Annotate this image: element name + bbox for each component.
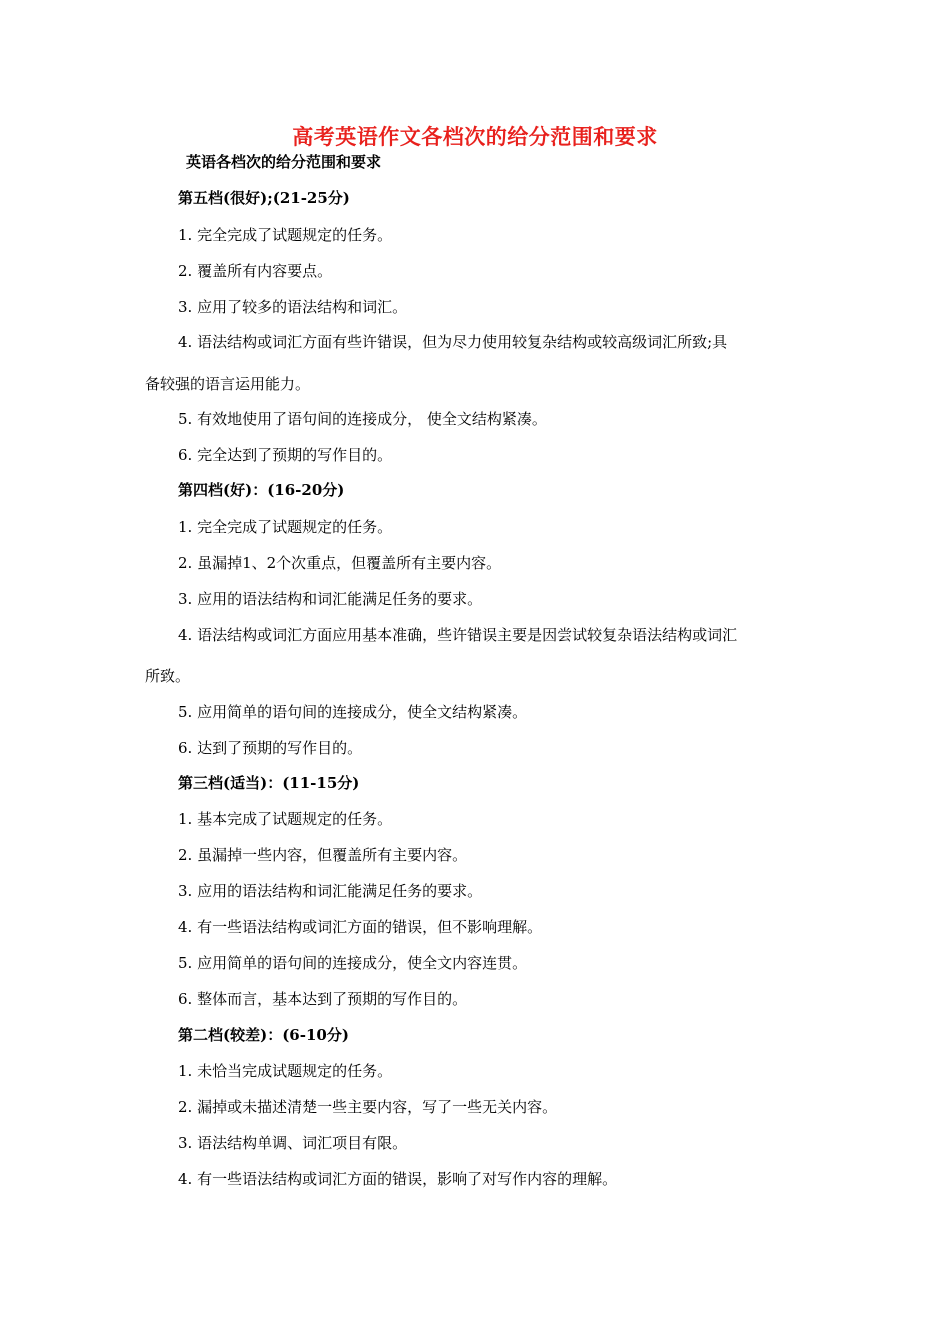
- list-item: 3. 应用的语法结构和词汇能满足任务的要求。: [178, 590, 483, 608]
- list-item: 4. 有一些语法结构或词汇方面的错误，影响了对写作内容的理解。: [178, 1170, 618, 1188]
- section-heading-tier5: 第五档(很好);(21-25分): [178, 189, 350, 207]
- document-subtitle: 英语各档次的给分范围和要求: [186, 153, 382, 171]
- list-item: 1. 完全完成了试题规定的任务。: [178, 518, 393, 536]
- list-item-continuation: 备较强的语言运用能力。: [145, 375, 311, 393]
- list-item: 4. 有一些语法结构或词汇方面的错误，但不影响理解。: [178, 918, 543, 936]
- section-heading-tier4: 第四档(好)：(16-20分): [178, 481, 345, 499]
- list-item: 5. 应用简单的语句间的连接成分，使全文结构紧凑。: [178, 703, 528, 721]
- list-item: 2. 漏掉或未描述清楚一些主要内容，写了一些无关内容。: [178, 1098, 558, 1116]
- section-heading-tier2: 第二档(较差)：(6-10分): [178, 1026, 349, 1044]
- list-item: 1. 完全完成了试题规定的任务。: [178, 226, 393, 244]
- list-item: 6. 整体而言，基本达到了预期的写作目的。: [178, 990, 468, 1008]
- list-item: 5. 应用简单的语句间的连接成分，使全文内容连贯。: [178, 954, 528, 972]
- document-title: 高考英语作文各档次的给分范围和要求: [292, 124, 658, 149]
- list-item: 4. 语法结构或词汇方面有些许错误，但为尽力使用较复杂结构或较高级词汇所致;具: [178, 333, 728, 351]
- list-item: 1. 未恰当完成试题规定的任务。: [178, 1062, 393, 1080]
- list-item: 4. 语法结构或词汇方面应用基本准确，些许错误主要是因尝试较复杂语法结构或词汇: [178, 626, 738, 644]
- list-item-continuation: 所致。: [145, 667, 191, 685]
- list-item: 1. 基本完成了试题规定的任务。: [178, 810, 393, 828]
- list-item: 2. 覆盖所有内容要点。: [178, 262, 333, 280]
- list-item: 2. 虽漏掉一些内容，但覆盖所有主要内容。: [178, 846, 468, 864]
- list-item: 5. 有效地使用了语句间的连接成分， 使全文结构紧凑。: [178, 410, 547, 428]
- list-item: 2. 虽漏掉1、2个次重点，但覆盖所有主要内容。: [178, 554, 502, 572]
- list-item: 6. 完全达到了预期的写作目的。: [178, 446, 393, 464]
- list-item: 3. 应用的语法结构和词汇能满足任务的要求。: [178, 882, 483, 900]
- section-heading-tier3: 第三档(适当)：(11-15分): [178, 774, 360, 792]
- list-item: 6. 达到了预期的写作目的。: [178, 739, 363, 757]
- list-item: 3. 应用了较多的语法结构和词汇。: [178, 298, 408, 316]
- list-item: 3. 语法结构单调、词汇项目有限。: [178, 1134, 408, 1152]
